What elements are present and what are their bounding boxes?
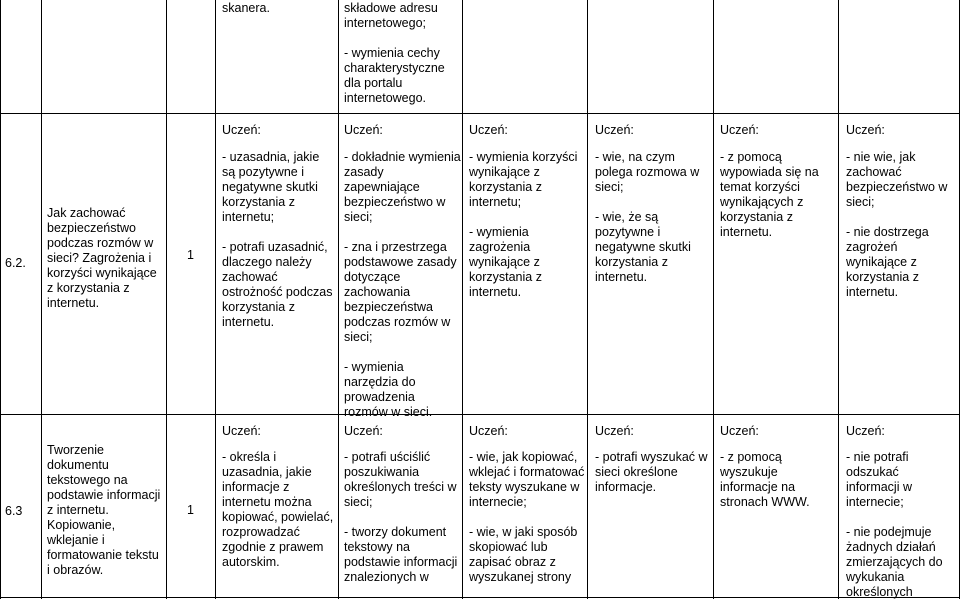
requirement-dostateczna: - wie, na czym polega rozmowa w sieci; - wie, że są pozytywne i negatywne skutki korzystania z internetu. <box>595 150 700 284</box>
requirement-celujaca: - uzasadnia, jakie są pozytywne i negatywne skutki korzystania z internetu; - potrafi uzasadnić, dlaczego należy zachować ostrożność podczas korzystania z internetu. <box>222 150 333 329</box>
uczen-label: Uczeń: <box>469 424 508 438</box>
row-border-bottom <box>0 597 960 598</box>
lesson-topic: Jak zachować bezpieczeństwo podczas rozmów w sieci? Zagrożenia i korzyści wynikające z korzystania z internetu. <box>47 206 157 310</box>
uczen-label: Uczeń: <box>344 424 383 438</box>
lesson-topic: Tworzenie dokumentu tekstowego na podstawie informacji z internetu. Kopiowanie, wklejanie i formatowanie tekstu i obrazów. <box>47 443 161 577</box>
requirement-bardzo-dobra: - potrafi uściślić poszukiwania określonych treści w sieci; - tworzy dokument tekstowy na podstawie informacji znalezionych w <box>344 450 458 584</box>
requirement-dobra: - wie, jak kopiować, wklejać i formatować teksty wyszukane w internecie; - wie, w jaki sposób skopiować lub zapisać obraz z wyszukanej strony <box>469 450 585 584</box>
col-border <box>713 0 714 599</box>
lesson-number: 6.3 <box>5 504 23 518</box>
col-border <box>587 0 588 599</box>
col-border <box>41 0 42 599</box>
col-border <box>838 0 839 599</box>
uczen-label: Uczeń: <box>595 123 634 137</box>
continued-cell-col3: składowe adresu internetowego; - wymienia cechy charakterystyczne dla portalu internetowego. <box>344 1 445 105</box>
uczen-label: Uczeń: <box>344 123 383 137</box>
requirement-bardzo-dobra: - dokładnie wymienia zasady zapewniające bezpieczeństwo w sieci; - zna i przestrzega podstawowe zasady dotyczące zachowania bezpieczeństwa podczas rozmów w sieci; - wymienia narzędzia do prowadzenia rozmów w sieci. <box>344 150 461 419</box>
uczen-label: Uczeń: <box>846 424 885 438</box>
lesson-hours: 1 <box>187 248 194 262</box>
requirement-dostateczna: - potrafi wyszukać w sieci określone informacje. <box>595 450 708 494</box>
requirement-dopuszczajaca: - z pomocą wypowiada się na temat korzyści wynikających z korzystania z internetu. <box>720 150 819 239</box>
col-border <box>215 0 216 599</box>
lesson-hours: 1 <box>187 503 194 517</box>
row-border-top <box>0 113 960 114</box>
col-border <box>338 0 339 599</box>
requirement-niedostateczna: - nie wie, jak zachować bezpieczeństwo w sieci; - nie dostrzega zagrożeń wynikające z korzystania z internetu. <box>846 150 948 299</box>
requirement-celujaca: - określa i uzasadnia, jakie informacje z internetu można kopiować, powielać, rozprowadzać zgodnie z prawem autorskim. <box>222 450 334 569</box>
col-border <box>462 0 463 599</box>
col-border <box>166 0 167 599</box>
row-border-mid <box>0 414 960 415</box>
uczen-label: Uczeń: <box>846 123 885 137</box>
requirement-niedostateczna: - nie potrafi odszukać informacji w internecie; - nie podejmuje żadnych działań zmierzających do wykukania określonych <box>846 450 943 599</box>
uczen-label: Uczeń: <box>469 123 508 137</box>
uczen-label: Uczeń: <box>595 424 634 438</box>
continued-cell-col2: skanera. <box>222 1 270 15</box>
lesson-number: 6.2. <box>5 256 26 270</box>
col-border <box>0 0 1 599</box>
uczen-label: Uczeń: <box>222 123 261 137</box>
requirement-dobra: - wymienia korzyści wynikające z korzystania z internetu; - wymienia zagrożenia wynikające z korzystania z internetu. <box>469 150 578 299</box>
uczen-label: Uczeń: <box>720 123 759 137</box>
requirement-dopuszczajaca: - z pomocą wyszukuje informacje na stronach WWW. <box>720 450 810 509</box>
uczen-label: Uczeń: <box>720 424 759 438</box>
uczen-label: Uczeń: <box>222 424 261 438</box>
